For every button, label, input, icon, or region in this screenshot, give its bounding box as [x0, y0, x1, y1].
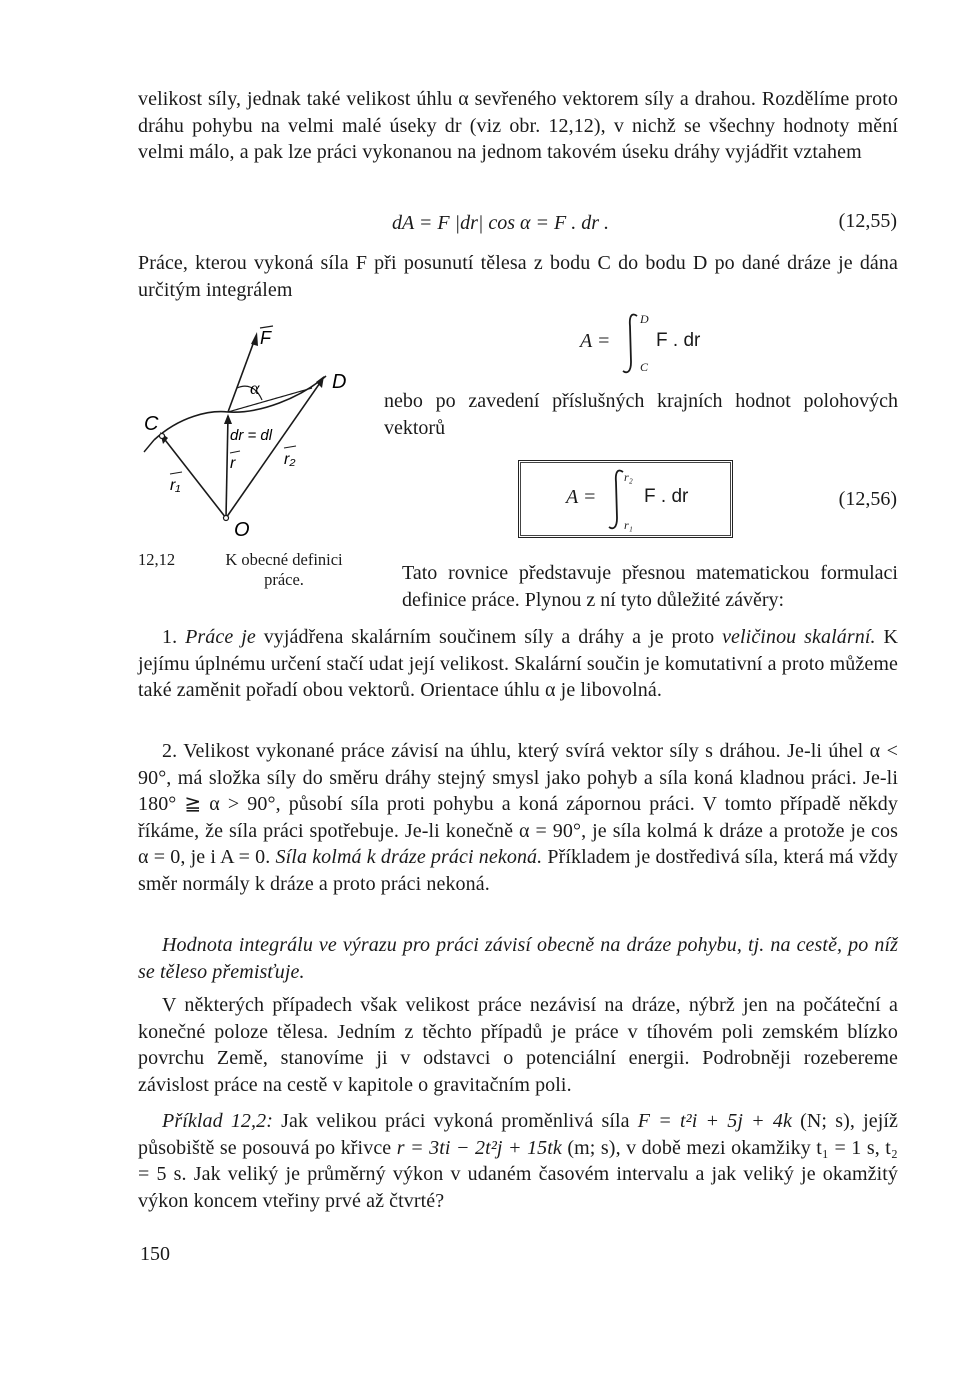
- integral-cd-lower: C: [640, 360, 649, 374]
- label-r1: r₁: [170, 477, 181, 494]
- example-text-b: (N; s), jejíž působiště se posouvá po křivce: [138, 1110, 898, 1159]
- example-force: F = t²i + 5j + 4k: [637, 1110, 792, 1132]
- integral-r-lhs: A =: [566, 486, 597, 508]
- origin-point: [224, 516, 229, 521]
- italic-statement-text: Hodnota integrálu ve výrazu pro práci závisí obecně na dráze pohybu, tj. na cestě, po níž se těleso přemisťuje.: [138, 934, 898, 983]
- integral-r-integrand: F . dr: [644, 486, 689, 507]
- integral-cd-upper: D: [640, 312, 649, 326]
- label-r: r: [230, 455, 236, 472]
- paragraph-intro: [138, 86, 898, 166]
- label-r2: r₂: [284, 451, 296, 468]
- side-text-definition: Tato rovnice představuje přesnou matematickou formulaci definice práce. Plynou z ní tyto důležité závěry:: [402, 562, 898, 611]
- label-o: O: [234, 519, 250, 541]
- conclusion-2: [138, 738, 898, 897]
- example-text-c: (m; s), v době mezi okamžiky t₁ = 1 s, t₂ = 5 s. Jak veliký je průměrný výkon v udaném časovém intervalu a jak veliký je okamžitý výkon koncem vteřiny prvé až čtvrté?: [138, 1136, 898, 1212]
- point-c: [160, 434, 165, 439]
- conclusion-1-number: 1.: [162, 626, 178, 648]
- conclusion-2-text-b: Příkladem je dostředivá síla, která má vždy směr normály k dráze a proto práci nekoná.: [138, 846, 898, 895]
- label-c: C: [144, 413, 159, 435]
- paragraph-work-integral: [138, 250, 898, 303]
- conclusion-2-italic: Síla kolmá k dráze práci nekoná.: [275, 846, 543, 868]
- integral-r-lower: r₁: [624, 518, 633, 532]
- conclusion-2-text-a: 2. Velikost vykonané práce závisí na úhlu, který svírá vektor síly s dráhou. Je-li úhel α < 90°, má složka síly do směru dráhy stejný smysl jako pohyb a síla koná kladnou práci. Je-li 180° ≧ α > 90°, působí síla proti pohybu a koná zápornou práci. V tomto případě někdy říkáme, že síla práci spotřebuje. Je-li konečně α = 90°, je síla kolmá k dráze a protože je cos α = 0, je i A = 0.: [138, 740, 898, 868]
- force-vector: [228, 336, 256, 412]
- force-arrowhead: [251, 332, 258, 346]
- label-d: D: [332, 371, 347, 393]
- vector-r: [226, 416, 228, 518]
- side-text-position-vectors: nebo po zavedení příslušných krajních hodnot polohových vektorů: [384, 390, 898, 439]
- vector-r2: [226, 380, 322, 518]
- integral-sign: [620, 312, 642, 376]
- conclusion-1-text-a: vyjádřena skalárním součinem síly a dráhy a je proto: [263, 626, 715, 648]
- integral-cd-lhs: A =: [580, 330, 611, 352]
- equation-12-55: dA = F |dr| cos α = F . dr .: [392, 212, 610, 234]
- label-f: F: [260, 328, 271, 348]
- example-text-a: Jak velikou práci vykoná proměnlivá síla: [281, 1110, 630, 1132]
- equation-12-56-number: (12,56): [838, 488, 897, 510]
- page-number: 150: [140, 1243, 170, 1265]
- label-alpha: α: [250, 378, 260, 398]
- example-12-2: [138, 1108, 898, 1214]
- conclusion-1: [138, 624, 898, 704]
- conclusion-1-italic-a: Práce je: [185, 626, 256, 648]
- figure-12-12: [140, 318, 370, 548]
- integral-equation-r1r2: [566, 468, 716, 534]
- integral-cd-integrand: F . dr: [656, 330, 701, 351]
- example-curve: r = 3ti − 2t²j + 15tk: [396, 1136, 562, 1159]
- paragraph-intro-text: velikost síly, jednak také velikost úhlu α sevřeného vektorem síly a drahou. Rozdělíme proto dráhu pohybu na velmi malé úseky dr (viz obr. 12,12), v nichž se všechny hodnoty mění velmi málo, a pak lze práci vykonanou na jednom takovém úseku dráhy vyjádřit vztahem: [138, 88, 898, 163]
- equation-12-55-number: (12,55): [838, 210, 897, 232]
- label-dr-dl: dr = dl: [230, 427, 273, 444]
- example-label: Příklad 12,2:: [162, 1110, 273, 1132]
- paragraph-path-independence-text: V některých případech však velikost práce nezávisí na dráze, nýbrž jen na počáteční a konečné poloze tělesa. Jedním z těchto případů je práce v tíhovém poli zemském blízko povrchu Země, stanovíme ji v odstavci o potenciální energii. Podrobněji rozebereme závislost práce na cestě v kapitole o gravitačním poli.: [138, 994, 898, 1096]
- figure-caption-text: K obecné definici práce.: [225, 550, 343, 589]
- integral-r-upper: r₂: [624, 470, 633, 484]
- integral-equation-cd: [580, 312, 720, 382]
- conclusion-1-text-b: K jejímu úplnému určení stačí udat její velikost. Skalární součin je komutativní a proto můžeme také zaměnit pořadí obou vektorů. Orientace úhlu α je libovolná.: [138, 626, 899, 701]
- paragraph-work-integral-text: Práce, kterou vykoná síla F při posunutí tělesa z bodu C do bodu D po dané dráze je dána určitým integrálem: [138, 252, 898, 301]
- paragraph-path-independence: [138, 992, 898, 1098]
- figure-caption-number: 12,12: [138, 550, 176, 569]
- conclusion-1-italic-b: veličinou skalární.: [722, 626, 876, 648]
- italic-statement: [138, 932, 898, 985]
